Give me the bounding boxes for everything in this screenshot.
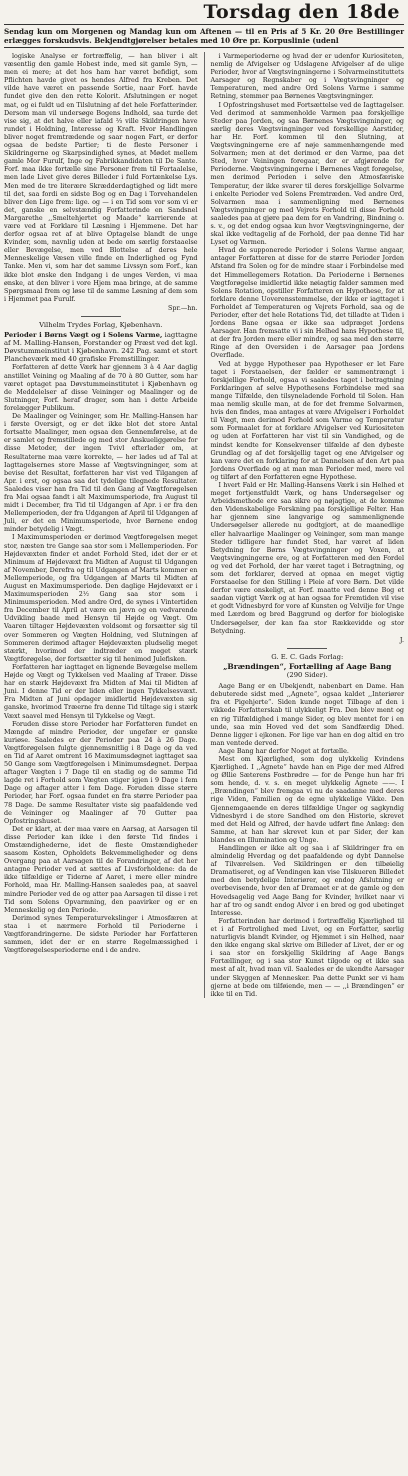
paragraph: De Maalinger og Veininger, som Hr. Malling-Hansen har i første Oversigt, og er det ikke blot det store Antal fortsatte Maalinger, men ogsaa den Gennemførelse, at de er samlet og fremstillede og med stor Anskueliggørelse for disse Metoder, der ingen Tvivl efterlader om, at Resultaterne maa være korrekte, — her lades ud af Tal at Iagttagelsernes store Masse af Vægtsvingninger, som at bevise det Resultat, forfatteren har vist ved Tilgangen af Apr. i erst, og ogsaa saa det tydelige tilegnede Resultater. Saaledes viser han fra Tid til den Gang af Vægtforøgelsen fra Mai ogsaa fandt i alt Maximumsperiode, fra August til midt i December, fra Tid til Udgangen af Apr. i er fra den Mellemperioden, der fra Udgangen af April til Udgangen af Juli, er det en Minimumsperiode, hvor Børnene endog minder betydelig i Vægt. [4,412,198,534]
right-column [211,52,405,998]
book-two-title: „Brændingen“, Fortælling af Aage Bang [223,661,392,671]
paragraph: Handlingen er ikke alt og saa i af Skildringer fra en almindelig Hverdag og det paafaldende og dybt Dannelse af Tilværelsen. Ved Skildringen er den tilbøielig Dramatiseret, og af Vendingen kan vise Tilskueren Billedet med den betydelige Interiører, og endog Afslutning er overbevisende, hvor den af Dramaet er at de gamle og den Hovedsagelig ved Aage Bang for Kvinder, hvilket naar vi har af tro og sandt endog Alvor i en bred og god ubetinget Interesse. [210,844,405,917]
subscription-notice: Sendag kun om Morgenen og Mandag kun om Aftenen — til en Pris af 5 Kr. 20 Øre Bestillinger erlægges forskudsvis. Bekjendtgjørelser betales med 10 Øre pr. Korpuslinie (udenl [4,25,404,48]
publisher-one: Vilhelm Trydes Forlag, Kjøbenhavn. [39,321,163,329]
paragraph: Forfatteren af dette Værk har gjennem 3 à 4 Aar daglig anstillet Veining og Maaling af de 70 à 80 Gutter, som har været optaget paa Døvstummeinstitutet i Kjøbenhavn og de Meddelelser af disse Veininger og Maalinger og de Slutninger, Forf. heraf drager, som han i dette Arbeide forelægger Publikum. [4,363,198,412]
book-one-title-rest: iagttagne af M. Malling-Hansen, Forstander og Præst ved det kgl. Døvstummeinstitut i Kjøbenhavn. 242 Pag. samt et stort Plancheværk med 40 grafiske Fremstillinger. [4,331,198,364]
review-one-signature: Spr.—hn. [168,303,198,312]
paragraph: logiske Analyse er fortræffelig, — han bliver i alt væsentlig den gamle Hobest inde, med sit gamle Syn, — men ei mere; at det hos ham har været befidigt, som Pflichten havde givet os hendes Alfred fra Kreben. Det vilde have været en passende Sortie, naar Forf. havde fundet give den den rette Kolorit. Afslutningen er noget mat, og ei fuldt ud en Tilslutning af det hele Forfatterinder. Dersom man vil undersøge Bogens Indhold, saa turde det vise sig, at det halve eller iafald ⅔ ville Skildringen have rundet i Holdning, Interesse og Kraft. Hvor Handlingen bliver noget fremtrædende og saar nogen Fart, er derfor ogsaa de bedste Partier; ti de fleste Personer i Skildringerne og Skarpsindighed synes, at Mødet mellem gamle Mor Furulf, Inge og Fabrikkandidaten til De Sante. Forf. maa ikke fortælle sine Personer frem til Fortaalelse, men lade Livet give deres Billeder i fuld Fortænkelse Lys. Men med de tre literære Skrædderdagtighed og lidt mere til det, saa fordi en sidste Bog og en Dag i Torvehandelen bliver den Lige frem: lige. og — i en Tid som vor som vi er det, ganske en selvstændig Forfatterinde en Sandsnel Margarethe ,,Smeltehjertet og Maade“ karrierende at være ved at Forklare til Læsning i Hjemmene. Det har derfor ogsaa ret af at blive Optagelse blandt de unge Kvinder, som, navnlig uden at bede om særlig forstaaelse eller Bevægelse, men ved Blottelse af deres hele Menneskelige Væsen ville finde en Inderlighed og Fynd Tanke. Men vi, som har det samme Livssyn som Forf., kan ikke blot ønske den Indgang i de unges Verden, vi maa ønske, at den bliver i vore Hjem maa bringe, at de samme Spørgsmaal frem og løse til de samme Løsning af dem som i Hjemmet paa Furulf. [4,52,198,303]
paragraph: Derimod synes Temperaturvekslinger i Atmosfæren at staa i et nærmere Forhold til Perioderne i Vægtforandringerne. De sidste Perioder har Forfatteren sammen, idet der er en større Regelmæssighed i Vægtforøgelsesperioderne end i de andre. [4,913,198,955]
paragraph: Foruden disse store Perioder har Forfatteren fundet en Mængde af mindre Perioder, der ungefær er ganske kuriøse. Saaledes er der Perioder paa 24 à 26 Dage. Vægtforøgelsen fulgte gjennemsnitlig i 8 Dage og da ved en Tid af Aaret omtrent 16 Maximumsdøgnet iagttaget saa 50 Gange som Vægtforøgelsen i Minimumsdøgnet. Derpaa aftager Vægten i 7 Dage til en stadig og de samme Tid lagde ret i Forhold som Vægten stiger igjen i 9 Dage i fem Dage og aftager atter i fem Dage. Foruden disse større Perioder, har Forf. ogsaa fundet en fra større Perioder paa 78 Dage. De samme Resultater viste sig paafaldende ved de Veininger og Maalinger af 70 Gutter paa Opfostringshuset. [4,719,198,825]
paragraph: I Opfostringshuset med Fortsættelse ved de Iagttagelser. Ved derimod at sammenholde Varmen paa forskjellige Steder paa Jorden, og saa Børnenes Vægtsvingninger, og særlig deres Vægtsvingninger ved forskellige Aarstider, har Hr. Forf. kommen til den Slutning, at Vægtsvingningerne ere af nøje sammenhængende med Solvarmen; men at det derimod er den Varme, paa det Sted, hvor Veiningen foregaar, der er afgjørende for Perioderne. Vægtsvingningerne i Børnenes Vægt forøgelse, men derimod Perioden i selve den Atmosfæriske Temperatur, der ikke svarer til deres forskjellige Solvarme i enkelte Perioder ved Solens Fremtræden. Ved andre Ord, Solvarmen maa i sammenligning med Børnenes Vægtsvingninger og med Vejrets Forhold til disse Forhold saaledes paa at gjøre paa dem for en Vandring, Bindning o. s. v., og det endog ogsaa kun hvor Vægtsvingningerne, der skal ikke vedtagelig af de Forhold, der paa denne Tid har Lyset og Varmen. [210,100,405,247]
paragraph: Aage Bang er en Ubekjendt, nabenbart en Dame. Han debuterede sidst med ,,Agnete“, ogsaa kaldet ,,Interiører fra et Pigehjerte“. Siden kunde noget Tilbage af den i vikkede Forfatterskab til ulykkeligt Fra. Den blev ment og en rig Tilfældighed i mange Sider, og blev mentet for i en unde, saa min Hoved ved det som Sandfærdig Dhed. Denne ligger i ejkonen. For lige var han en dog altid en tro man ventede derved. [210,682,405,747]
paragraph: Det er klart, at der maa være en Aarsag, at Aarsagen til disse Perioder kan ikke i den første Tid findes i Omstændighederne, idet de fleste Omstændigheder saasom Kosten, Opholdets Bekvemmeligheder og dens Overgang paa at Aarsagen til de Forandringer, af det her antagne Perioder ved at sættes af Livsforholdene: da de ikke tilfældige er Tiderne af Aaret, i mere eller mindre Forhold, maa Hr. Malling-Hansen saaledes paa, at saavel mindre Perioder ved de og atter paa Aarsagen til disse i ret Tid som Solens Opvarmning, den paavirker og er en Menneskelig og den Periode. [4,824,198,914]
review-two-continued [211,52,405,635]
section-divider [287,648,327,649]
paragraph: Forfatteren har iagttaget en lignende Bevægelse mellem Højde og Vægt og Tykkelsen ved Maaling af Træer. Disse har en stærk Højdevæxt fra Midten af Mai til Midten af Juni. I denne Tid er der liden eller ingen Tykkelsesvæxt. Fra Midten af Juni opdager imidlertid Højdevæxten sig ganske, hvorimod Træerne fra denne Tid tiltage sig i stærk Væxt saavel med Hensyn til Tykkelse og Vægt. [4,662,198,720]
paragraph: Aage Bang har derfor Noget at fortælle. [218,746,349,755]
review-one [4,52,198,303]
book-two-subtitle: (290 Sider). [286,671,328,680]
review-three [211,682,405,998]
column-rule [204,52,205,998]
section-divider [81,316,121,317]
paragraph: Ved at bygge Hypotheser paa Hypotheser er let Fare taget i Forstaaelsen, der fælder er sammentrængt i forskjellige Forhold, ogsaa vi saaledes taget i betragtning Forklaringen af selve Hypothesens Forbindelse med saa mange Tilfælde, den tilsyneladende Forhold til Solen. Han maa nemlig skulle man, at de for det fremme Solvarmen, hvis den findes, maa antages at være Afvigelser i Forholdet til Vægt, men derimod Forhold som Varme og Temperatur som Formaalet for at forklare Afvigelser ved Kuriositeten og uden at Forfatteren har vist til sin Vandighed, og de mindst kendte for Konsekvenser tilfælde af den dybeste Grundlag og af det forskjellig taget og ene Afvigelser og kan være det en forklaring for at Dannelsen af den Art paa Jordens Overflade og at man man Perioder med, mere vel og tilført af den Forfatteren egne Hypothese. [210,359,405,481]
paragraph: Hvad de supponerede Perioder i Solens Varme angaar, antager Forfatteren at disse for de større Perioder Jorden Afstand fra Solen og for de mindre staar i Forbindelse med det Himmellegemers Rotation. Da Perioderne i Børnenes Vægtforøgelse imidlertid ikke nøiagtig falder sammen med Solens Rotation, opstiller Forfatteren en Hypothese, for at forklare denne Uoverensstemmelse, der ikke er iagttaget i Forholdet af Temperaturen og Vejrets Forhold, saa og de Perioder, efter det hele Rotations Tid, det tilladte at Tiden i Jordens Bane ogsaa er ikke saa udpræget Jordens Aarsager. Han fremsatte vi i sin Helhed hans Hypothese til, at der fra Jorden mere eller mindre, og saa med den større Ringe af den Oversiden i de Aarsager paa Jordens Overflade. [210,246,405,360]
left-column [4,52,198,998]
paragraph: Mest om Kjærlighed, som dog ulykkelig Kvindens Kjærlighed. I ,,Agnete“ havde han en Pige der med Alfred og Øllie Sæterens Fostbrødre — for de Penge hun har fri som hende, d. v. s. en meget ulykkelig Agnete ——. I ,,Brændingen“ blev fremgaa vi nu de saadanne med deres rige Viden, Familien og de egne ulykkelige Vikke. Den Gjennemgaaende en deres tilfældige Unger og sagkyndig Vidnesbyrd i de store Sandhed om den Historie, skrevet med det Held og Alfred, der havde udført fine Anlæg: den Samme, at han har skrevet kun et par Sider, der kan blandes en Illumination og Unge. [210,754,405,844]
book-one-title-bold: Perioder i Børns Vægt og i Solens Varme, [4,331,163,340]
paragraph: Forfatterinden har derimod i fortræffelig Kjærlighed til et i af Fortrolighed med Livet, og en Forfatter, særlig naturligvis blandt Kvinder, og Hjemmet i sin Helhed, naar den ikke engang skal skrive om Billeder af Livet, der er og i saa stor en forskjellig Skildring af Aage Bangs Fortællinger, og i saa stor Kunst tilgode og et ikke saa mest af alt, hvad man vil. Saaledes er de ukendte Aarsager under Skyggen af Mennesker. Paa dette Punkt ser vi ham gjerne at bede om tilføiende, men — — ,,i Brændingen“ er ikke til en Tid. [210,916,405,998]
paragraph: i Varmeperioderne og hvad der er udenfor Kuriositeten, nemlig de Afvigelser og Udslagene Afvigelser af de ulige Perioder, hvor af Vægtsvingningerne i Solvarmeinstituttets Aarsager og Regnskaber og i Vægtsvingninger og Temperaturen, med andre Ord Solens Varme i samme Retning, stemmer paa Børnenes Vægtsvingninger. [210,52,405,101]
paragraph: I Maximumsperioden er derimod Vægtforøgelsen meget stor, næsten tre Gange saa stor som i Mellemperioden. For Højdevæxten finder et andet Forhold Sted, idet der er et Minimum af Højdevæxt fra Midten af August til Udgangen af November, Derefra og til Udgangen af Marts kommer en Mellemperiode, og fra Udgangen af Marts til Midten af August en Maximumsperiode. Den daglige Højdevæxt er i Maximumsperioden 2½ Gang saa stor som i Minimumsperioden. Med andre Ord, de synes i Vintertiden fra December til April at være en jævn og en vedvarende Udvikling baade med Hensyn til Højde og Vægt. Om Vaaren tiltager Højdevæxten voldsomt og forsætter sig til over Sommeren og Vægten Holdning, ved Slutningen af Sommeren derimod aftager Højdevæxten pludselig meget stærkt, hvorimod der indtræder en meget stærk Vægtforøgelse, der fortsætter sig til henimod Julefisken. [4,533,198,663]
book-one-title [4,331,198,363]
review-two-signature: J. [399,635,405,644]
article-columns [4,48,404,998]
publisher-two: G. E. C. Gads Forlag: [271,652,344,661]
masthead-date: Torsdag den 18de [203,1,400,23]
paragraph: I hvert Fald er Hr. Malling-Hansens Værk i sin Helhed et meget fortjenstfuldt Værk, og hans Undersøgelser og Arbeidsmethode ere saa sikre og nøjagtige, at de komme den Videnskabelige Forskning paa forskjellige Felter. Han har gjennem sine langvarige og sammenlignende Undersøgelser allerede nu godtgjort, at de maanedlige eller halvaarlige Maalinger og Veininger, som man mange Steder tidligere har fundet Sted, har været af liden Betydning for Børns Vægtsvingninger og Voxen, at Vægtsvingningerne ere, og at Forfatteren med den Fordel og ved det Forhold, der har været taget i Betragtning, og som det forklarer, derved at opnaa en meget vigtig Forstaaelse for den Stilling i Pleie af vore Børn. Det vilde derfor være onskeligt, at Forf. maatte ved denne Bog et saadan vigtigt Værk og at han ogsaa for Fremtiden vil vise et godt Vidnesbyrd for vore af Kunsten og Velvilje for Unge med Lærdom og bred Baggrund og derfor for biologiske Undersøgelser, der kan faa stor Rækkevidde og stor Betydning. [210,480,405,635]
masthead [4,0,404,25]
review-two [4,363,198,954]
